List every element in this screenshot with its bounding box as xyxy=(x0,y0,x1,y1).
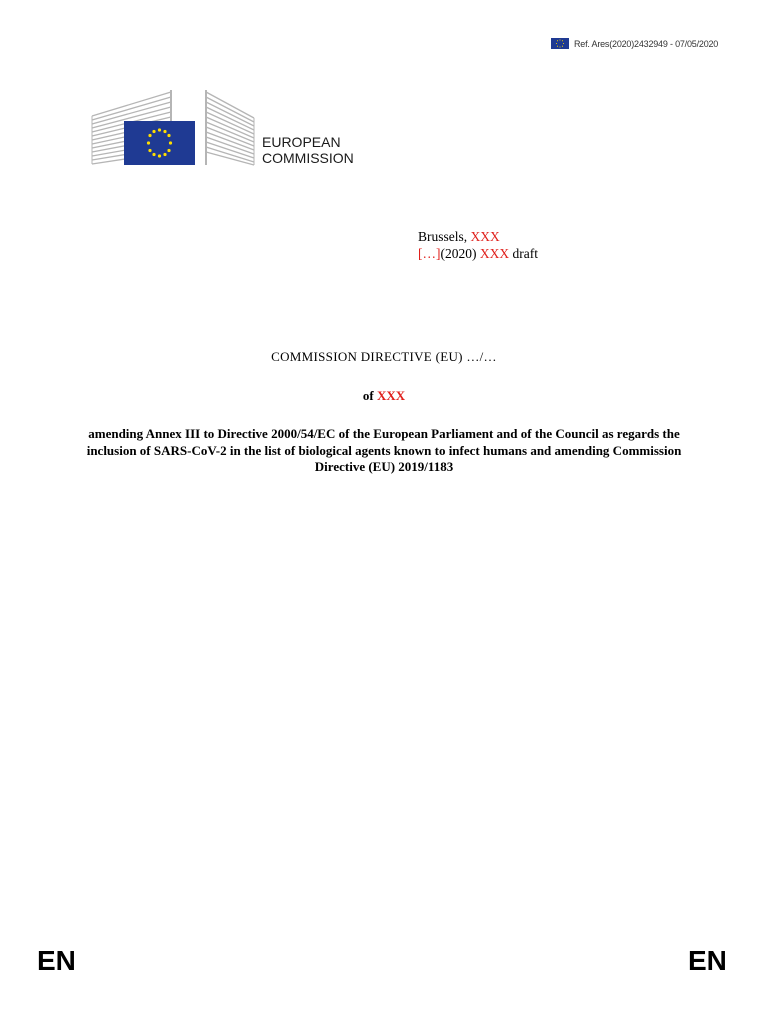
language-code-left: EN xyxy=(37,945,76,976)
of-label: of xyxy=(362,388,374,403)
of-date-placeholder: XXX xyxy=(376,388,406,403)
document-title: COMMISSION DIRECTIVE (EU) …/… xyxy=(271,349,497,364)
reference-bracket: […] xyxy=(418,245,441,261)
organisation-name-line1: EUROPEAN xyxy=(262,134,341,150)
organisation-name-line2: COMMISSION xyxy=(262,150,354,166)
reference-stamp xyxy=(551,38,718,49)
date-placeholder: XXX xyxy=(470,229,500,244)
draft-status: draft xyxy=(512,245,538,261)
eu-flag-icon xyxy=(551,38,569,49)
reference-placeholder: XXX xyxy=(479,245,510,261)
organisation-name xyxy=(262,134,354,166)
place-date-line xyxy=(418,229,538,246)
document-reference-line xyxy=(418,246,538,263)
place-date-block xyxy=(418,229,538,262)
reference-text: Ref. Ares(2020)2432949 - 07/05/2020 xyxy=(574,38,719,49)
of-date-line xyxy=(0,388,768,404)
document-subject: amending Annex III to Directive 2000/54/EC of the European Parliament and of the Council as regards the inclusion of SARS-CoV-2 in the list of biological agents known to infect humans and amending Commission Directive (EU) 2019/1183 xyxy=(86,426,682,474)
language-code-right: EN xyxy=(688,945,727,976)
reference-year: (2020) xyxy=(440,245,477,261)
city: Brussels, xyxy=(418,229,468,244)
